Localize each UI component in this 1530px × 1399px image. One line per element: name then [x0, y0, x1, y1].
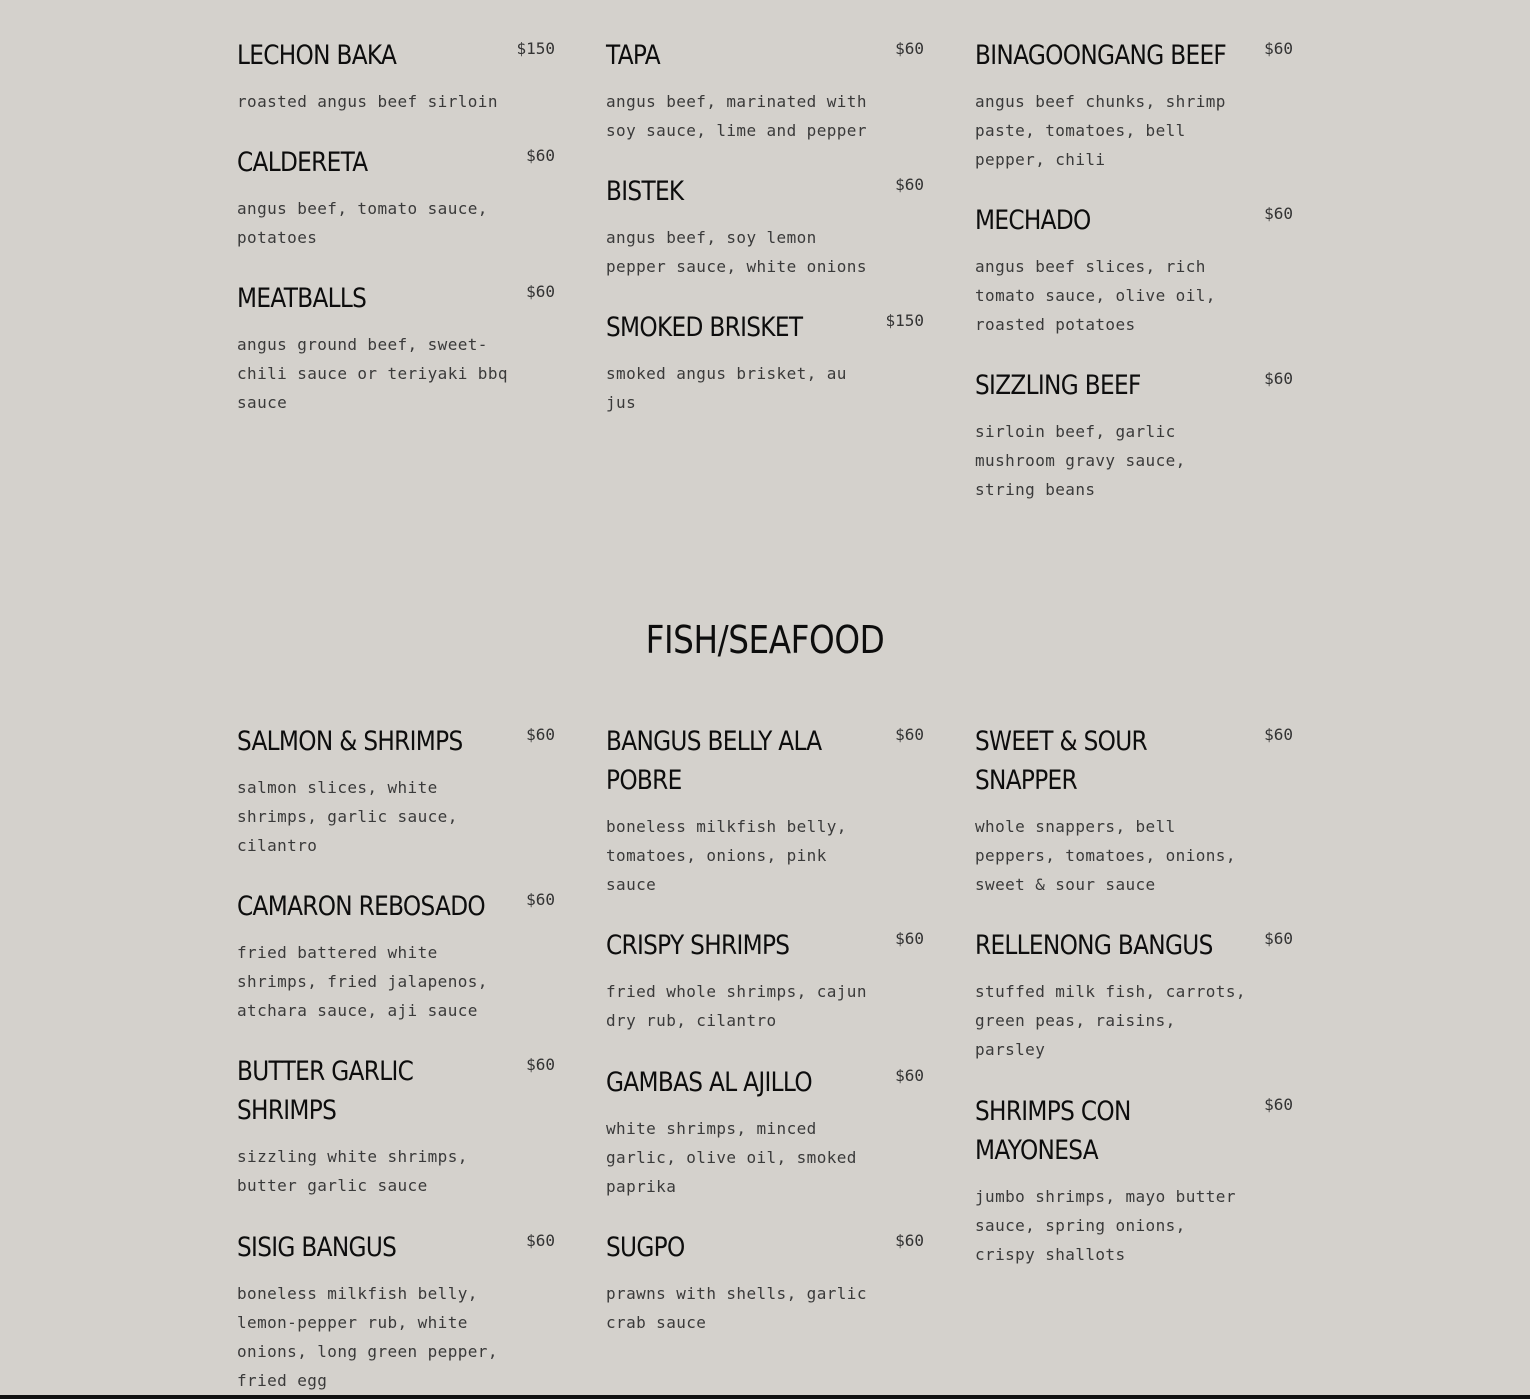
menu-item-price: $60 [895, 725, 924, 744]
menu-item-description: smoked angus brisket, au jus [606, 364, 847, 412]
menu-item-description: stuffed milk fish, carrots, green peas, raisins, parsley [975, 982, 1246, 1059]
menu-item-price: $60 [1264, 39, 1293, 58]
menu-item [606, 36, 924, 145]
menu-item-price: $60 [526, 282, 555, 301]
menu-item [975, 722, 1293, 899]
menu-item-price: $60 [1264, 929, 1293, 948]
menu-item-name: SISIG BANGUS [237, 1232, 397, 1263]
menu-item-description: angus beef, soy lemon pepper sauce, white onions [606, 228, 867, 276]
menu-item-name: BANGUS BELLY ALA POBRE [606, 726, 822, 796]
menu-item-description: prawns with shells, garlic crab sauce [606, 1284, 867, 1332]
bottom-border [0, 1395, 1530, 1399]
menu-item-description: boneless milkfish belly, lemon-pepper rub, white onions, long green pepper, fried egg [237, 1284, 498, 1390]
menu-item-description: whole snappers, bell peppers, tomatoes, onions, sweet & sour sauce [975, 817, 1236, 894]
menu-item-name: BISTEK [606, 176, 684, 207]
menu-item [237, 143, 555, 252]
menu-item-description: angus beef slices, rich tomato sauce, olive oil, roasted potatoes [975, 257, 1216, 334]
menu-item-name: SALMON & SHRIMPS [237, 726, 463, 757]
menu-item-name: SWEET & SOUR SNAPPER [975, 726, 1147, 796]
menu-item-name: SUGPO [606, 1232, 685, 1263]
menu-item [237, 36, 555, 116]
menu-item-price: $60 [526, 1231, 555, 1250]
menu-item-name: BINAGOONGANG BEEF [975, 40, 1227, 71]
menu-item-description: white shrimps, minced garlic, olive oil, smoked paprika [606, 1119, 857, 1196]
menu-item [237, 279, 555, 417]
menu-item [606, 722, 924, 899]
section-title: FISH/SEAFOOD [645, 618, 885, 662]
menu-item-name: TAPA [606, 40, 660, 71]
menu-item-price: $60 [526, 890, 555, 909]
menu-item-name: GAMBAS AL AJILLO [606, 1067, 812, 1098]
menu-item [975, 36, 1293, 174]
menu-item-price: $60 [895, 929, 924, 948]
menu-item-price: $60 [1264, 204, 1293, 223]
menu-item-description: salmon slices, white shrimps, garlic sauce, cilantro [237, 778, 458, 855]
menu-item-description: fried battered white shrimps, fried jalapenos, atchara sauce, aji sauce [237, 943, 488, 1020]
menu-item-price: $60 [1264, 369, 1293, 388]
menu-item-name: SHRIMPS CON MAYONESA [975, 1096, 1131, 1166]
menu-item-price: $60 [1264, 1095, 1293, 1114]
menu-item-name: LECHON BAKA [237, 40, 397, 71]
menu-item-name: CRISPY SHRIMPS [606, 930, 790, 961]
menu-item-name: SIZZLING BEEF [975, 370, 1141, 401]
menu-item-description: angus beef, marinated with soy sauce, lime and pepper [606, 92, 867, 140]
menu-item-price: $60 [895, 1066, 924, 1085]
menu-item-price: $60 [1264, 725, 1293, 744]
menu-item [975, 201, 1293, 339]
menu-item [975, 366, 1293, 504]
menu-item-description: sizzling white shrimps, butter garlic sauce [237, 1147, 468, 1195]
menu-item [237, 1228, 555, 1395]
menu-item-name: CAMARON REBOSADO [237, 891, 485, 922]
menu-item-description: roasted angus beef sirloin [237, 92, 498, 111]
menu-item [237, 1052, 555, 1200]
menu-item-name: MEATBALLS [237, 283, 367, 314]
menu-item [606, 1228, 924, 1337]
menu-item-price: $60 [526, 1055, 555, 1074]
menu-item-name: RELLENONG BANGUS [975, 930, 1213, 961]
menu-item [606, 926, 924, 1035]
menu-item-price: $60 [895, 39, 924, 58]
menu-item [606, 172, 924, 281]
menu-item-description: angus ground beef, sweet-chili sauce or teriyaki bbq sauce [237, 335, 508, 412]
menu-item [237, 722, 555, 860]
menu-item-description: fried whole shrimps, cajun dry rub, cilantro [606, 982, 867, 1030]
menu-item-price: $150 [516, 39, 555, 58]
menu-item [975, 1092, 1293, 1269]
menu-item-name: MECHADO [975, 205, 1091, 236]
menu-item-description: angus beef chunks, shrimp paste, tomatoes, bell pepper, chili [975, 92, 1226, 169]
menu-item [606, 1063, 924, 1201]
menu-item-price: $60 [895, 175, 924, 194]
menu-item [237, 887, 555, 1025]
menu-item-price: $150 [885, 311, 924, 330]
menu-item-description: boneless milkfish belly, tomatoes, onions, pink sauce [606, 817, 847, 894]
menu-item-price: $60 [526, 725, 555, 744]
menu-item [975, 926, 1293, 1064]
menu-item [606, 308, 924, 417]
menu-item-description: angus beef, tomato sauce, potatoes [237, 199, 488, 247]
menu-item-price: $60 [526, 146, 555, 165]
menu-item-description: sirloin beef, garlic mushroom gravy sauce, string beans [975, 422, 1186, 499]
menu-item-name: SMOKED BRISKET [606, 312, 803, 343]
menu-item-name: CALDERETA [237, 147, 368, 178]
menu-item-price: $60 [895, 1231, 924, 1250]
menu-item-description: jumbo shrimps, mayo butter sauce, spring onions, crispy shallots [975, 1187, 1236, 1264]
menu-item-name: BUTTER GARLIC SHRIMPS [237, 1056, 414, 1126]
